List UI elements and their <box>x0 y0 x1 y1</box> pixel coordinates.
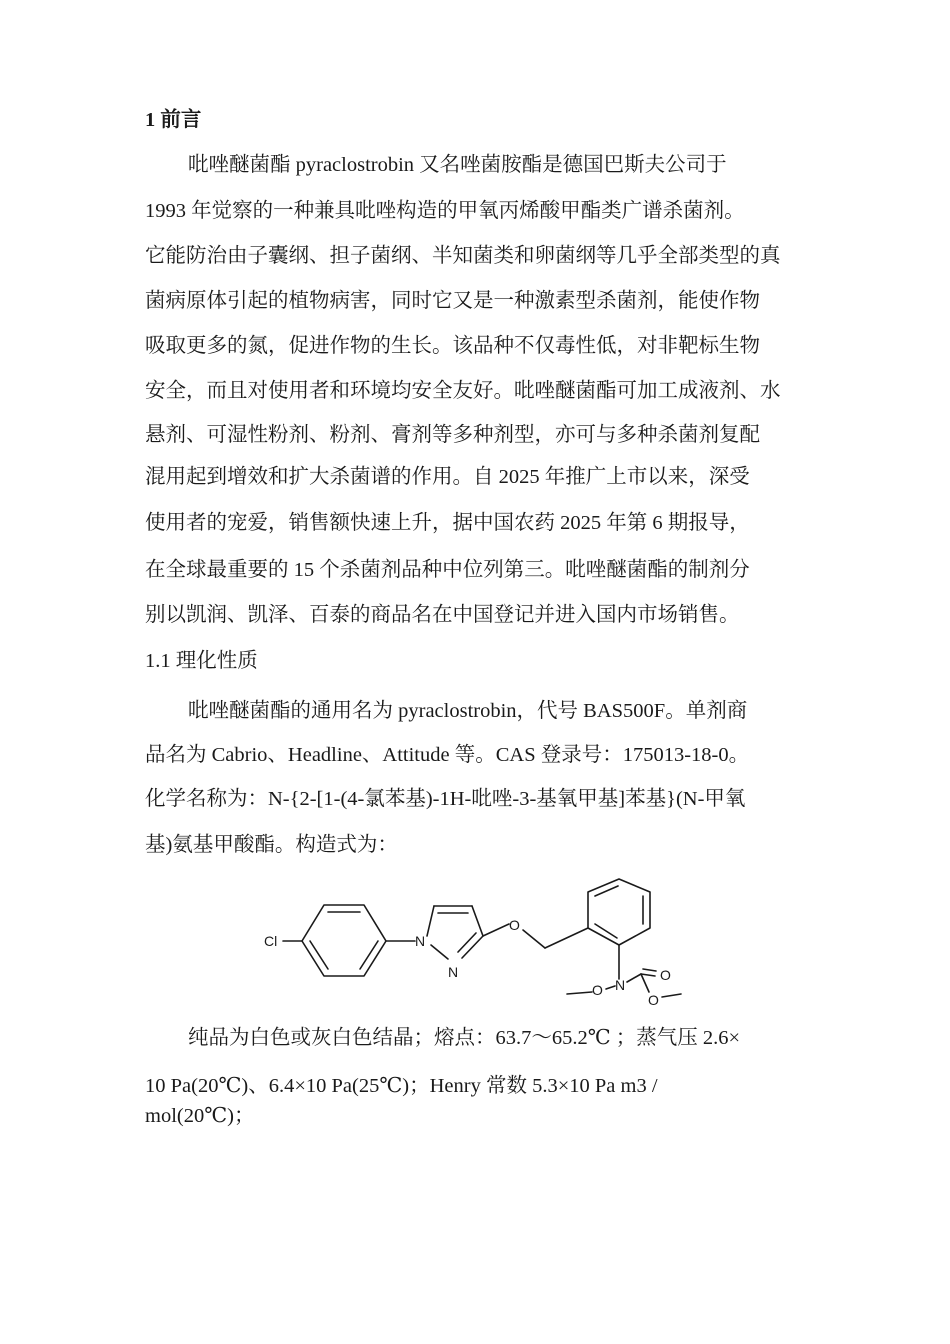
n2-atom-label: N <box>448 964 459 980</box>
ester-o-atom-label: O <box>648 992 659 1008</box>
intro-line-8: 混用起到增效和扩大杀菌谱的作用。自 2025 年推广上市以来，深受 <box>145 466 750 488</box>
benzyl-bond <box>545 928 588 948</box>
carbonyl-o-atom-label: O <box>660 967 671 983</box>
props-line-2: 品名为 Cabrio、Headline、Attitude 等。CAS 登录号：175013-18-0。 <box>145 744 750 766</box>
ether-o-atom-label: O <box>509 917 520 933</box>
methoxy-bond <box>567 992 592 994</box>
props-line-1: 吡唑醚菌酯的通用名为 pyraclostrobin，代号 BAS500F。单剂商 <box>188 700 748 722</box>
ether-bond-1 <box>483 924 509 936</box>
physical-line-3: mol(20℃)； <box>145 1105 255 1127</box>
intro-line-5: 吸取更多的氮，促进作物的生长。该品种不仅毒性低，对非靶标生物 <box>145 335 760 357</box>
intro-line-6: 安全，而且对使用者和环境均安全友好。吡唑醚菌酯可加工成液剂、水 <box>145 380 781 402</box>
benzene-ring <box>588 879 650 945</box>
intro-line-7: 悬剂、可湿性粉剂、粉剂、膏剂等多种剂型，亦可与多种杀菌剂复配 <box>145 424 760 446</box>
intro-line-3: 它能防治由子囊纲、担子菌纲、半知菌类和卵菌纲等几乎全部类型的真 <box>145 245 781 267</box>
props-line-4: 基)氨基甲酸酯。构造式为： <box>145 834 398 856</box>
intro-line-9: 使用者的宠爱，销售额快速上升，据中国农药 2025 年第 6 期报导， <box>145 512 750 534</box>
ester-methyl-bond <box>662 994 681 997</box>
carbamate-n-atom-label: N <box>615 977 626 993</box>
intro-line-2: 1993 年觉察的一种兼具吡唑构造的甲氧丙烯酸甲酯类广谱杀菌剂。 <box>145 200 745 222</box>
props-line-3: 化学名称为：N-{2-[1-(4-氯苯基)-1H-吡唑-3-基氧甲基]苯基}(N-甲氧 <box>145 788 746 810</box>
methoxy-o-atom-label: O <box>592 982 603 998</box>
subsection-heading: 1.1 理化性质 <box>145 650 258 672</box>
chlorophenyl-ring <box>302 905 386 976</box>
n1-atom-label: N <box>415 933 426 949</box>
physical-line-2: 10 Pa(20℃)、6.4×10 Pa(25℃)；Henry 常数 5.3×10 Pa m3 / <box>145 1075 658 1097</box>
chemical-structure-diagram <box>255 872 695 1012</box>
intro-line-11: 别以凯润、凯泽、百泰的商品名在中国登记并进入国内市场销售。 <box>145 604 740 626</box>
intro-line-10: 在全球最重要的 15 个杀菌剂品种中位列第三。吡唑醚菌酯的制剂分 <box>145 559 750 581</box>
physical-line-1: 纯品为白色或灰白色结晶；熔点：63.7～65.2℃ ；蒸气压 2.6× <box>188 1027 741 1049</box>
cl-atom-label: Cl <box>264 933 278 949</box>
ether-bond-2 <box>523 930 545 948</box>
intro-line-4: 菌病原体引起的植物病害，同时它又是一种激素型杀菌剂，能使作物 <box>145 290 760 312</box>
section-heading: 1 前言 <box>145 109 202 131</box>
intro-line-1: 吡唑醚菌酯 pyraclostrobin 又名唑菌胺酯是德国巴斯夫公司于 <box>188 154 727 176</box>
